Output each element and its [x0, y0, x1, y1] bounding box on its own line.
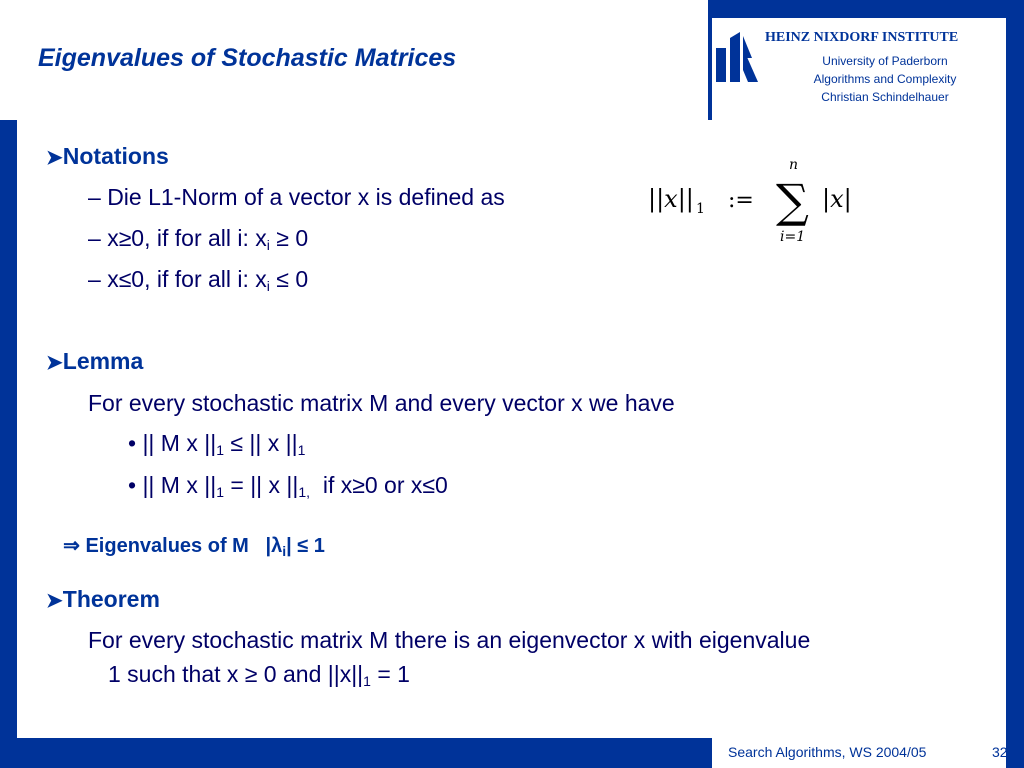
formula-lhs-sub: 1 — [696, 201, 705, 217]
arrowhead-bullet-icon: ➤ — [46, 590, 63, 612]
arrowhead-bullet-icon: ➤ — [46, 147, 63, 169]
institute-author: Christian Schindelhauer — [821, 90, 949, 104]
formula-sum-top: n — [789, 157, 799, 173]
theorem-statement-line2: 1 such that x ≥ 0 and $||x||_1 = 1$ — [108, 661, 410, 689]
lemma-heading: ➤Lemma — [46, 348, 144, 374]
notation-nonpositive: – x≤0, if for all i: $x_i \le 0$ — [88, 266, 309, 294]
institute-group: Algorithms and Complexity — [813, 72, 957, 86]
formula-rhs: |x| — [822, 185, 852, 213]
dash-bullet: – — [88, 184, 108, 210]
sum-sigma-icon: ∑ — [776, 174, 809, 228]
institute-university: University of Paderborn — [822, 54, 948, 68]
dot-bullet: • — [128, 472, 143, 498]
slide-title: Eigenvalues of Stochastic Matrices — [38, 44, 457, 72]
formula-sum-bottom: i=1 — [780, 229, 806, 245]
arrowhead-bullet-icon: ➤ — [46, 352, 63, 374]
notations-heading: ➤Notations — [46, 143, 169, 169]
theorem-heading: ➤Theorem — [46, 586, 160, 612]
institute-name: HEINZ NIXDORF INSTITUTE — [765, 30, 959, 45]
theorem-statement-line1: For every stochastic matrix M there is an eigenvector x with eigenvalue — [88, 627, 811, 653]
lemma-equality: • || M x $||_1$ = || x $||_{1,}$ if x≥0 or x≤0 — [128, 472, 448, 500]
formula-assign: := — [728, 188, 754, 213]
page-number: 32 — [992, 744, 1008, 760]
implies-arrow-icon: ⇒ — [63, 535, 80, 557]
footer-course: Search Algorithms, WS 2004/05 — [728, 744, 927, 760]
lemma-statement: For every stochastic matrix M and every vector x we have — [88, 390, 675, 416]
formula-lhs: ||x|| — [648, 185, 694, 213]
lemma-conclusion: ⇒ Eigenvalues of M $|\lambda_i| \le 1$ — [63, 535, 325, 559]
notation-nonnegative: – x≥0, if for all i: $x_i \ge 0$ — [88, 225, 309, 253]
right-frame-bar — [1006, 120, 1024, 752]
l1-norm-formula — [648, 155, 868, 245]
dash-bullet: – — [88, 266, 108, 292]
hni-logo-icon — [712, 28, 762, 86]
lemma-inequality: • || M x $||_1$ ≤ || x $||_1$ — [128, 430, 306, 458]
dot-bullet: • — [128, 430, 143, 456]
notation-l1-norm: – Die L1-Norm of a vector x is defined as — [88, 184, 505, 210]
left-frame-bar — [0, 120, 17, 752]
dash-bullet: – — [88, 225, 108, 251]
